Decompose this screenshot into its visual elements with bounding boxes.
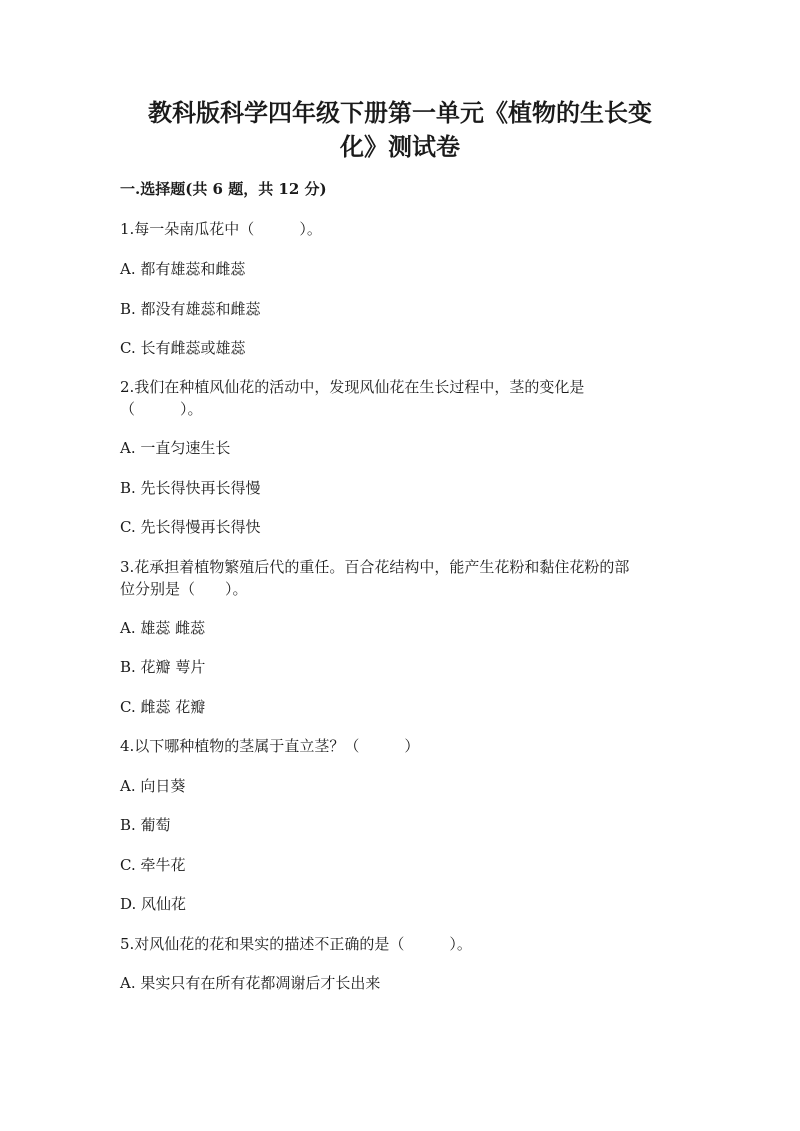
question-2-stem-line-2: （ ）。 bbox=[120, 400, 203, 418]
question-2-option-b: B. 先长得快再长得慢 bbox=[120, 479, 261, 497]
question-4-option-b: B. 葡萄 bbox=[120, 816, 171, 834]
question-3-option-b: B. 花瓣 萼片 bbox=[120, 658, 206, 676]
document-title-line-1: 教科版科学四年级下册第一单元《植物的生长变 bbox=[148, 98, 652, 127]
question-4-option-c: C. 牵牛花 bbox=[120, 856, 186, 874]
section-heading: 一.选择题(共 6 题，共 12 分) bbox=[120, 180, 327, 198]
question-3-stem-line-1: 3.花承担着植物繁殖后代的重任。百合花结构中，能产生花粉和黏住花粉的部 bbox=[120, 558, 630, 576]
question-3-stem-line-2: 位分别是（ ）。 bbox=[120, 580, 248, 598]
question-3-option-c: C. 雌蕊 花瓣 bbox=[120, 698, 206, 716]
question-5-option-a: A. 果实只有在所有花都凋谢后才长出来 bbox=[120, 974, 381, 992]
question-4-option-d: D. 风仙花 bbox=[120, 895, 187, 913]
question-1-option-c: C. 长有雌蕊或雄蕊 bbox=[120, 339, 246, 357]
question-4-stem: 4.以下哪种植物的茎属于直立茎？（ ） bbox=[120, 737, 420, 755]
question-4-option-a: A. 向日葵 bbox=[120, 777, 186, 795]
question-1-option-b: B. 都没有雄蕊和雌蕊 bbox=[120, 300, 261, 318]
question-3-option-a: A. 雄蕊 雌蕊 bbox=[120, 619, 206, 637]
question-2-option-c: C. 先长得慢再长得快 bbox=[120, 518, 261, 536]
question-2-stem-line-1: 2.我们在种植风仙花的活动中，发现风仙花在生长过程中，茎的变化是 bbox=[120, 378, 585, 396]
document-title-line-2: 化》测试卷 bbox=[340, 132, 460, 161]
question-1-stem: 1.每一朵南瓜花中（ ）。 bbox=[120, 220, 322, 238]
question-5-stem: 5.对风仙花的花和果实的描述不正确的是（ ）。 bbox=[120, 935, 472, 953]
question-1-option-a: A. 都有雄蕊和雌蕊 bbox=[120, 260, 246, 278]
question-2-option-a: A. 一直匀速生长 bbox=[120, 439, 231, 457]
